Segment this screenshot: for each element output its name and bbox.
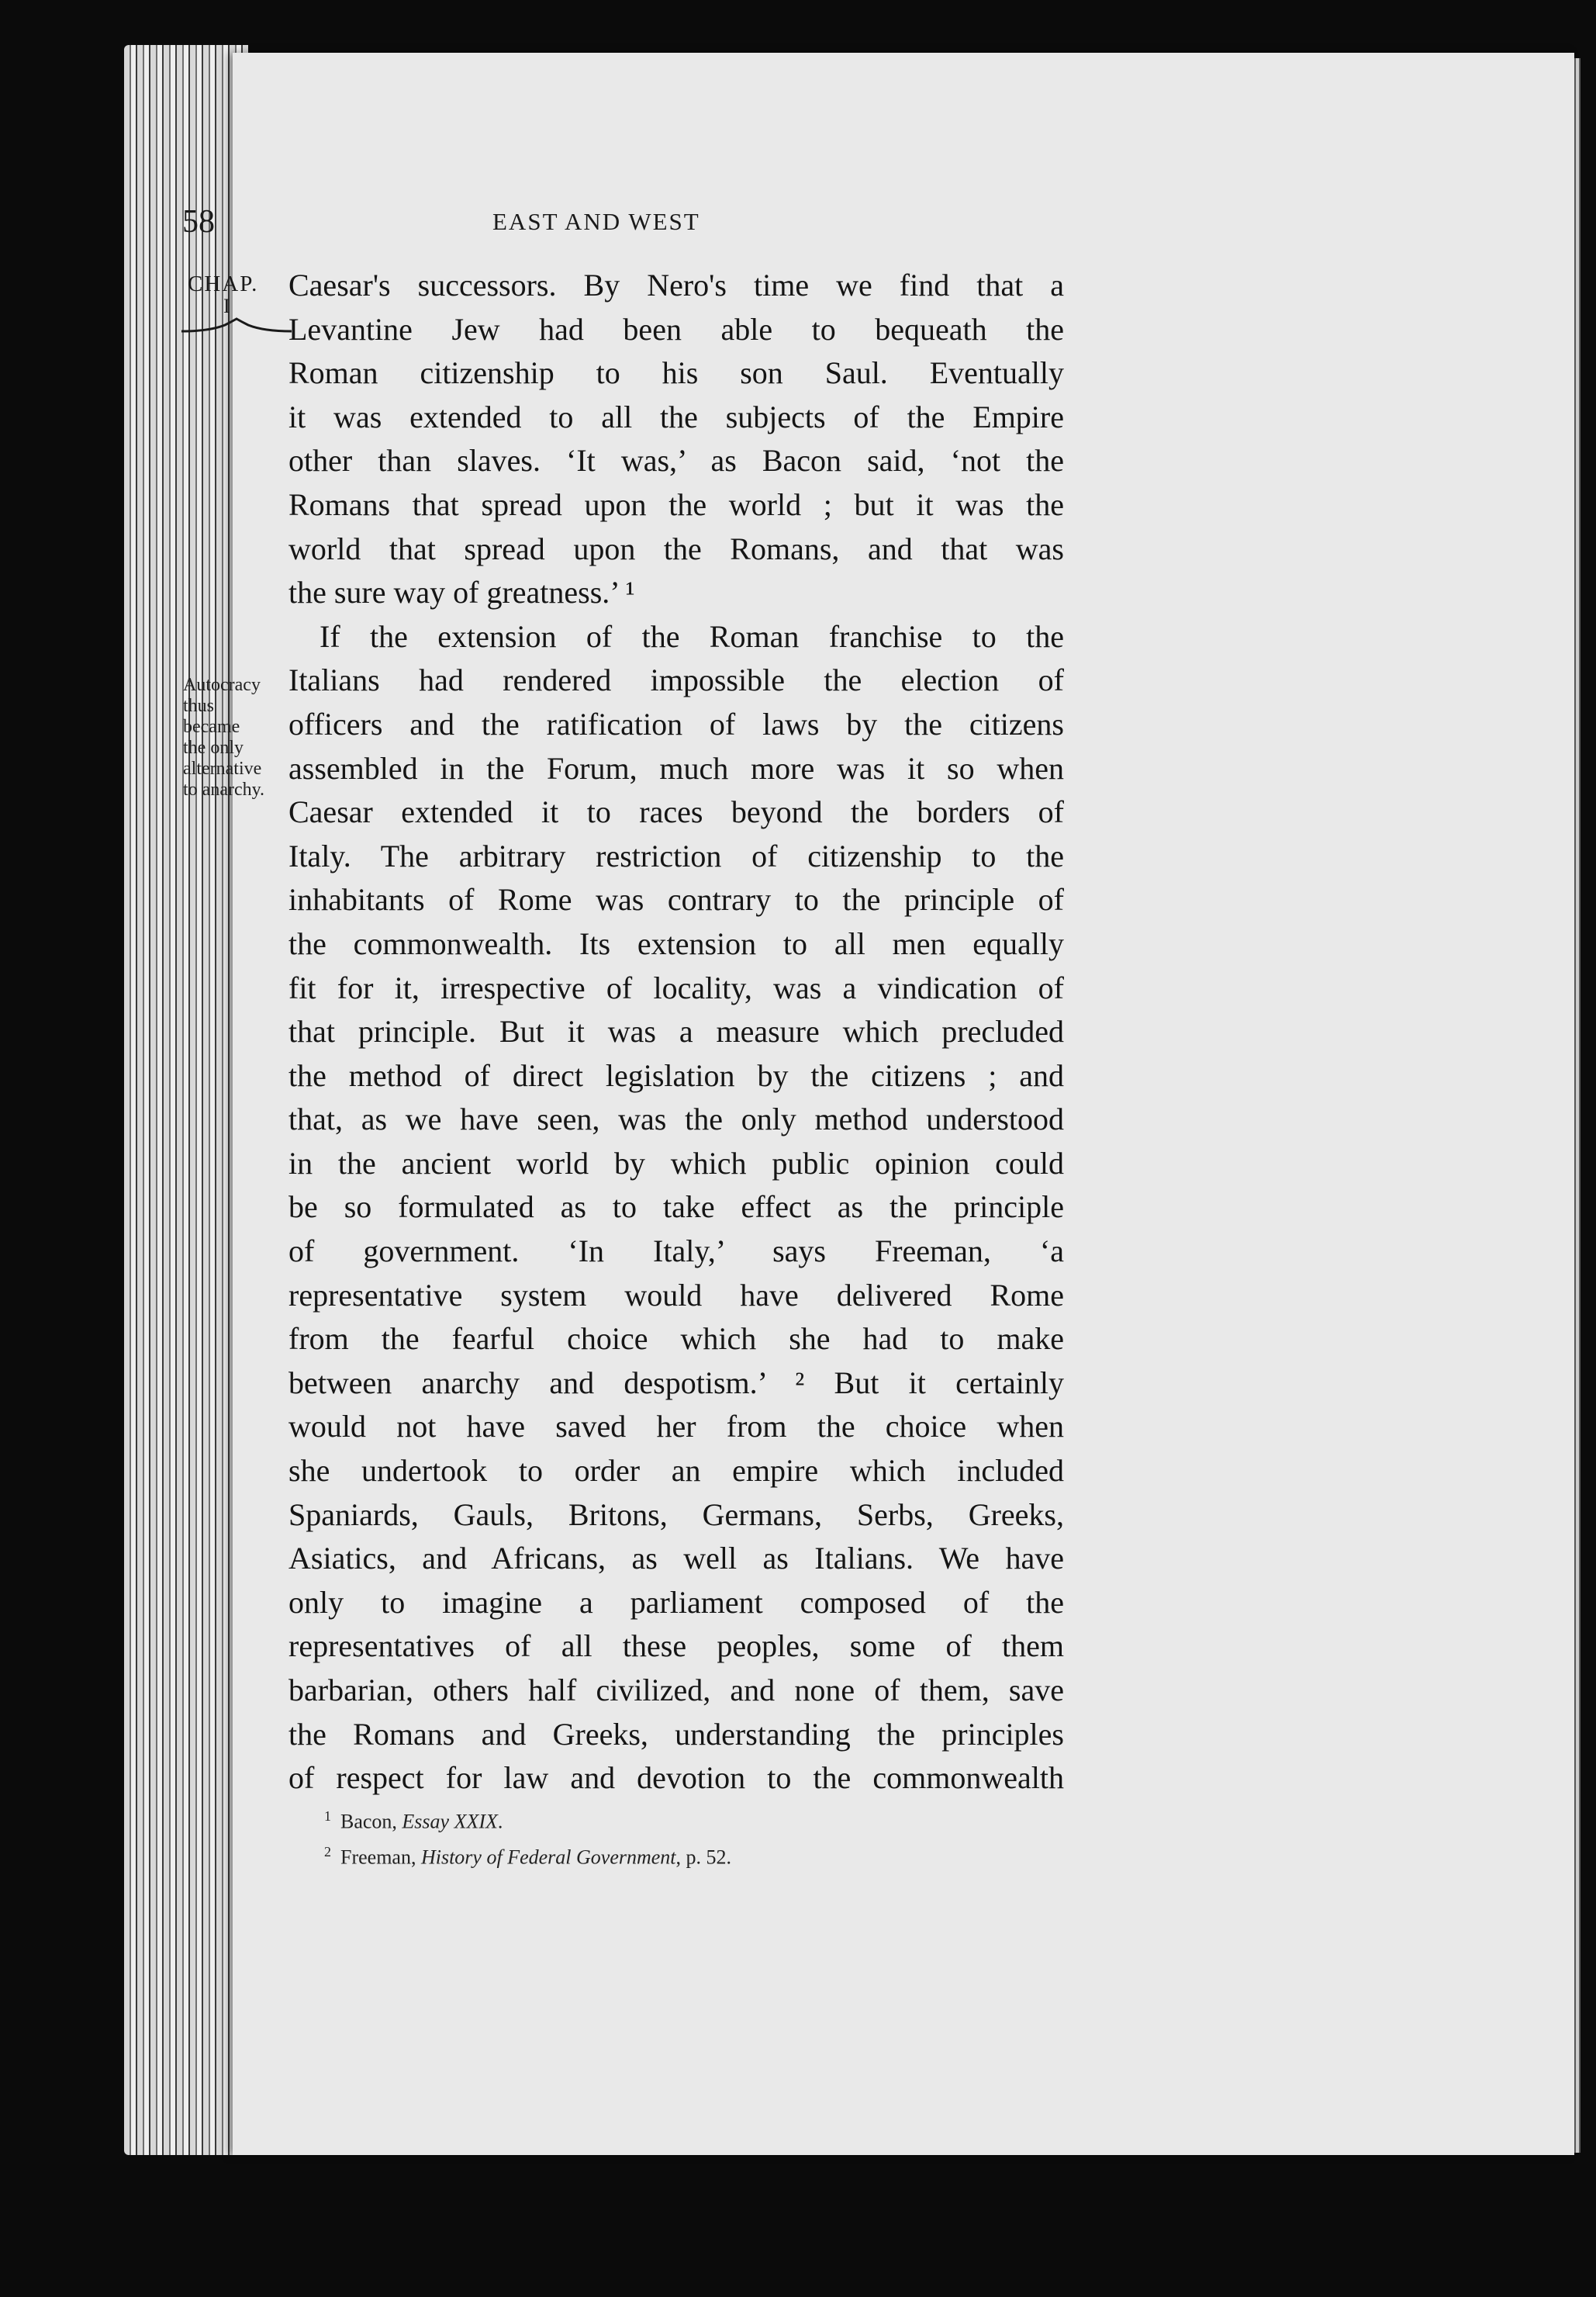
text-line: other than slaves. ‘It was,’ as Bacon said, ‘not the — [288, 443, 1064, 479]
text-line: fit for it, irrespective of locality, was a vindication of — [288, 970, 1064, 1005]
text-line: it was extended to all the subjects of the Empire — [288, 399, 1064, 434]
text-line: representative system would have delivered Rome — [288, 1277, 1064, 1313]
footnote-text: Freeman, — [340, 1846, 421, 1869]
text-line: Romans that spread upon the world ; but it was the — [288, 486, 1064, 522]
text-line: the Romans and Greeks, understanding the principles — [288, 1716, 1064, 1752]
page-number: 58 — [182, 204, 215, 240]
text-line: the method of direct legislation by the citizens ; and — [288, 1057, 1064, 1093]
marginal-note-line: the only — [183, 738, 244, 758]
footnote-title: History of Federal Government — [420, 1846, 676, 1869]
text-line: Italians had rendered impossible the election of — [288, 662, 1064, 698]
marginal-note-line: became — [183, 717, 240, 737]
chapter-marker — [178, 272, 302, 336]
text-line: assembled in the Forum, much more was it so when — [288, 750, 1064, 786]
text-line: Asiatics, and Africans, as well as Italians. We have — [288, 1541, 1064, 1576]
marginal-note-line: alternative — [183, 759, 262, 779]
text-line: officers and the ratification of laws by the citizens — [288, 706, 1064, 742]
text-line: that principle. But it was a measure which precluded — [288, 1014, 1064, 1050]
chapter-label: CHAP. — [188, 272, 259, 296]
chapter-number: I — [223, 295, 230, 317]
running-head: EAST AND WEST — [492, 208, 700, 235]
text-line: the commonwealth. Its extension to all men equally — [288, 925, 1064, 961]
body-text — [288, 264, 1064, 1801]
footnotes — [324, 1801, 1022, 1872]
footnote-mark: 1 — [324, 1808, 331, 1824]
text-line: Caesar extended it to races beyond the borders of — [288, 794, 1064, 830]
marginal-note-line: to anarchy. — [183, 780, 265, 800]
footnote — [324, 1837, 1022, 1873]
text-line: the sure way of greatness.’ ¹ — [288, 575, 635, 611]
brace-ornament-icon — [178, 317, 295, 336]
footnote-suffix: , p. 52. — [675, 1846, 732, 1869]
footnote — [324, 1801, 1022, 1837]
text-line: she undertook to order an empire which included — [288, 1453, 1064, 1489]
text-line: Roman citizenship to his son Saul. Eventually — [288, 355, 1064, 391]
text-line: world that spread upon the Romans, and that was — [288, 531, 1064, 566]
page-header — [182, 203, 1113, 250]
text-line: barbarian, others half civilized, and none of them, save — [288, 1673, 1064, 1707]
text-line: only to imagine a parliament composed of the — [288, 1584, 1064, 1620]
text-line: Levantine Jew had been able to bequeath the — [288, 311, 1064, 347]
text-line: of respect for law and devotion to the commonwealth — [288, 1760, 1064, 1796]
text-line: between anarchy and despotism.’ ² But it certainly — [288, 1365, 1064, 1400]
text-line: representatives of all these peoples, some of them — [288, 1628, 1064, 1664]
text-line: from the fearful choice which she had to make — [288, 1321, 1064, 1357]
text-line: of government. ‘In Italy,’ says Freeman, ‘a — [288, 1233, 1064, 1269]
book-page-edges — [124, 45, 248, 2155]
marginal-note-line: thus — [183, 696, 215, 716]
footnote-title: Essay XXIX — [402, 1810, 498, 1833]
footnote-mark: 2 — [324, 1843, 331, 1859]
footnote-text: Bacon, — [340, 1810, 402, 1833]
text-line: Caesar's successors. By Nero's time we find that a — [288, 268, 1064, 303]
footnote-suffix: . — [497, 1810, 503, 1833]
text-line: that, as we have seen, was the only method understood — [288, 1102, 1064, 1137]
text-line: be so formulated as to take effect as the principle — [288, 1189, 1064, 1225]
text-line: Spaniards, Gauls, Britons, Germans, Serbs, Greeks, — [288, 1496, 1064, 1532]
text-line: inhabitants of Rome was contrary to the principle of — [288, 882, 1064, 918]
marginal-note-line: Autocracy — [183, 675, 261, 695]
text-line: in the ancient world by which public opinion could — [288, 1145, 1064, 1181]
text-line: would not have saved her from the choice when — [288, 1409, 1064, 1444]
text-line: If the extension of the Roman franchise to the — [320, 618, 1064, 654]
text-line: Italy. The arbitrary restriction of citizenship to the — [288, 838, 1064, 873]
